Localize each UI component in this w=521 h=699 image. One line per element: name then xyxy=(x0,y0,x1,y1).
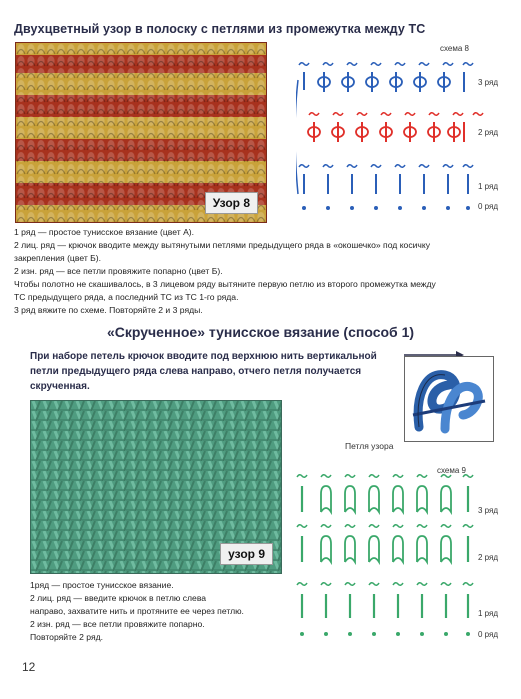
tilde-mark xyxy=(393,583,403,586)
pattern8-label: Узор 8 xyxy=(205,192,258,214)
tilde-mark xyxy=(297,525,307,528)
twisted-loop-symbol xyxy=(321,536,331,562)
twisted-loop-symbol xyxy=(393,486,403,512)
tilde-mark xyxy=(463,525,473,528)
pattern8-photo xyxy=(15,42,267,223)
instruction-line: Чтобы полотно не скашивалось, в 3 лицевом ряду вытяните первую петлю из второго промежутка между xyxy=(14,279,436,289)
chain-dot xyxy=(422,206,426,210)
tilde-mark xyxy=(419,63,429,66)
twisted-loop-symbol xyxy=(345,486,355,512)
scheme8-label: схема 8 xyxy=(440,44,469,53)
section1-instructions xyxy=(14,226,504,317)
instruction-line: 1 ряд — простое тунисское вязание (цвет А). xyxy=(14,227,195,237)
tilde-mark xyxy=(419,165,429,168)
tilde-mark xyxy=(345,525,355,528)
instruction-line: 2 изн. ряд — все петли провяжите попарно. xyxy=(30,619,205,629)
tilde-mark xyxy=(323,165,333,168)
scheme8-row0: 0 ряд xyxy=(478,202,499,211)
section2-title: «Скрученное» тунисское вязание (способ 1) xyxy=(106,324,415,340)
instruction-line: 1ряд — простое тунисское вязание. xyxy=(30,580,174,590)
tilde-mark xyxy=(429,113,439,116)
instruction-line: закрепления (цвет Б). xyxy=(14,253,102,263)
scheme8-row1: 1 ряд xyxy=(478,182,499,191)
twisted-loop-symbol xyxy=(321,486,331,512)
instruction-line: Повторяйте 2 ряд. xyxy=(30,632,104,642)
tilde-mark xyxy=(369,583,379,586)
tilde-mark xyxy=(347,165,357,168)
tilde-mark xyxy=(395,165,405,168)
chain-dot xyxy=(302,206,306,210)
tilde-mark xyxy=(417,525,427,528)
scheme8-row2: 2 ряд xyxy=(478,128,499,137)
chain-dot xyxy=(420,632,424,636)
twisted-loop-symbol xyxy=(369,536,379,562)
chain-dot xyxy=(374,206,378,210)
section1-title: Двухцветный узор в полоску с петлями из промежутка между ТС xyxy=(14,22,426,36)
tilde-mark xyxy=(371,165,381,168)
tilde-mark xyxy=(321,475,331,478)
tilde-mark xyxy=(405,113,415,116)
tilde-mark xyxy=(443,165,453,168)
tilde-mark xyxy=(463,583,473,586)
scheme9-row2: 2 ряд xyxy=(478,553,499,562)
twisted-loop-symbol xyxy=(393,536,403,562)
tilde-mark xyxy=(369,475,379,478)
twisted-loop-icon xyxy=(405,357,493,441)
tilde-mark xyxy=(417,583,427,586)
scheme8-row3: 3 ряд xyxy=(478,78,499,87)
twisted-loop-symbol xyxy=(345,536,355,562)
instruction-line: 3 ряд вяжите по схеме. Повторяйте 2 и 3 ряды. xyxy=(14,305,203,315)
chain-dot xyxy=(446,206,450,210)
tilde-mark xyxy=(463,165,473,168)
instruction-line: 2 изн. ряд — все петли провяжите попарно (цвет Б). xyxy=(14,266,223,276)
loop-caption: Петля узора xyxy=(345,441,394,451)
instruction-line: ТС предыдущего ряда, а последний ТС из ТС 1-го ряда. xyxy=(14,292,239,302)
chain-dot xyxy=(372,632,376,636)
tilde-mark xyxy=(297,475,307,478)
tilde-mark xyxy=(321,583,331,586)
tilde-mark xyxy=(395,63,405,66)
tilde-mark xyxy=(441,583,451,586)
tilde-mark xyxy=(299,63,309,66)
scheme9-label: схема 9 xyxy=(437,466,466,475)
tilde-mark xyxy=(309,113,319,116)
scheme9-row1: 1 ряд xyxy=(478,609,499,618)
chain-dot xyxy=(398,206,402,210)
tilde-mark xyxy=(369,525,379,528)
tilde-mark xyxy=(381,113,391,116)
tilde-mark xyxy=(441,475,451,478)
twisted-loop-symbol xyxy=(417,536,427,562)
tilde-mark xyxy=(417,475,427,478)
chain-dot xyxy=(350,206,354,210)
tilde-mark xyxy=(299,165,309,168)
scheme9-row3: 3 ряд xyxy=(478,506,499,515)
chain-dot xyxy=(348,632,352,636)
tilde-mark xyxy=(345,475,355,478)
tilde-mark xyxy=(333,113,343,116)
chain-dot xyxy=(326,206,330,210)
page-number: 12 xyxy=(22,660,36,674)
tilde-mark xyxy=(393,475,403,478)
tilde-mark xyxy=(321,525,331,528)
tilde-mark xyxy=(347,63,357,66)
instruction-line: 2 лиц. ряд — крючок вводите между вытянутыми петлями предыдущего ряда в «окошечко» под косичку xyxy=(14,240,431,250)
tilde-mark xyxy=(441,525,451,528)
section2-instructions xyxy=(30,579,320,644)
tilde-mark xyxy=(393,525,403,528)
tilde-mark xyxy=(357,113,367,116)
chain-dot xyxy=(466,206,470,210)
twisted-loop-symbol xyxy=(369,486,379,512)
tilde-mark xyxy=(371,63,381,66)
tilde-mark xyxy=(323,63,333,66)
loop-illustration xyxy=(404,356,494,442)
tilde-mark xyxy=(453,113,463,116)
chain-dot xyxy=(444,632,448,636)
twisted-loop-symbol xyxy=(441,536,451,562)
tilde-mark xyxy=(463,63,473,66)
pattern9-photo xyxy=(30,400,282,574)
twisted-loop-symbol xyxy=(441,486,451,512)
chain-dot xyxy=(324,632,328,636)
pattern9-label: узор 9 xyxy=(220,543,273,565)
chain-dot xyxy=(466,632,470,636)
scheme9-row0: 0 ряд xyxy=(478,630,499,639)
instruction-line: 2 лиц. ряд — введите крючок в петлю слева xyxy=(30,593,207,603)
tilde-mark xyxy=(443,63,453,66)
twisted-loop-symbol xyxy=(417,486,427,512)
tilde-mark xyxy=(473,113,483,116)
section2-intro: При наборе петель крючок вводите под верхнюю нить вертикальной петли предыдущего ряда слева направо, отчего петля получается скрученная. xyxy=(30,351,377,392)
bracket-arrow xyxy=(296,80,298,194)
instruction-line: направо, захватите нить и протяните ее через петлю. xyxy=(30,606,244,616)
tilde-mark xyxy=(463,475,473,478)
chain-dot xyxy=(396,632,400,636)
tilde-mark xyxy=(345,583,355,586)
